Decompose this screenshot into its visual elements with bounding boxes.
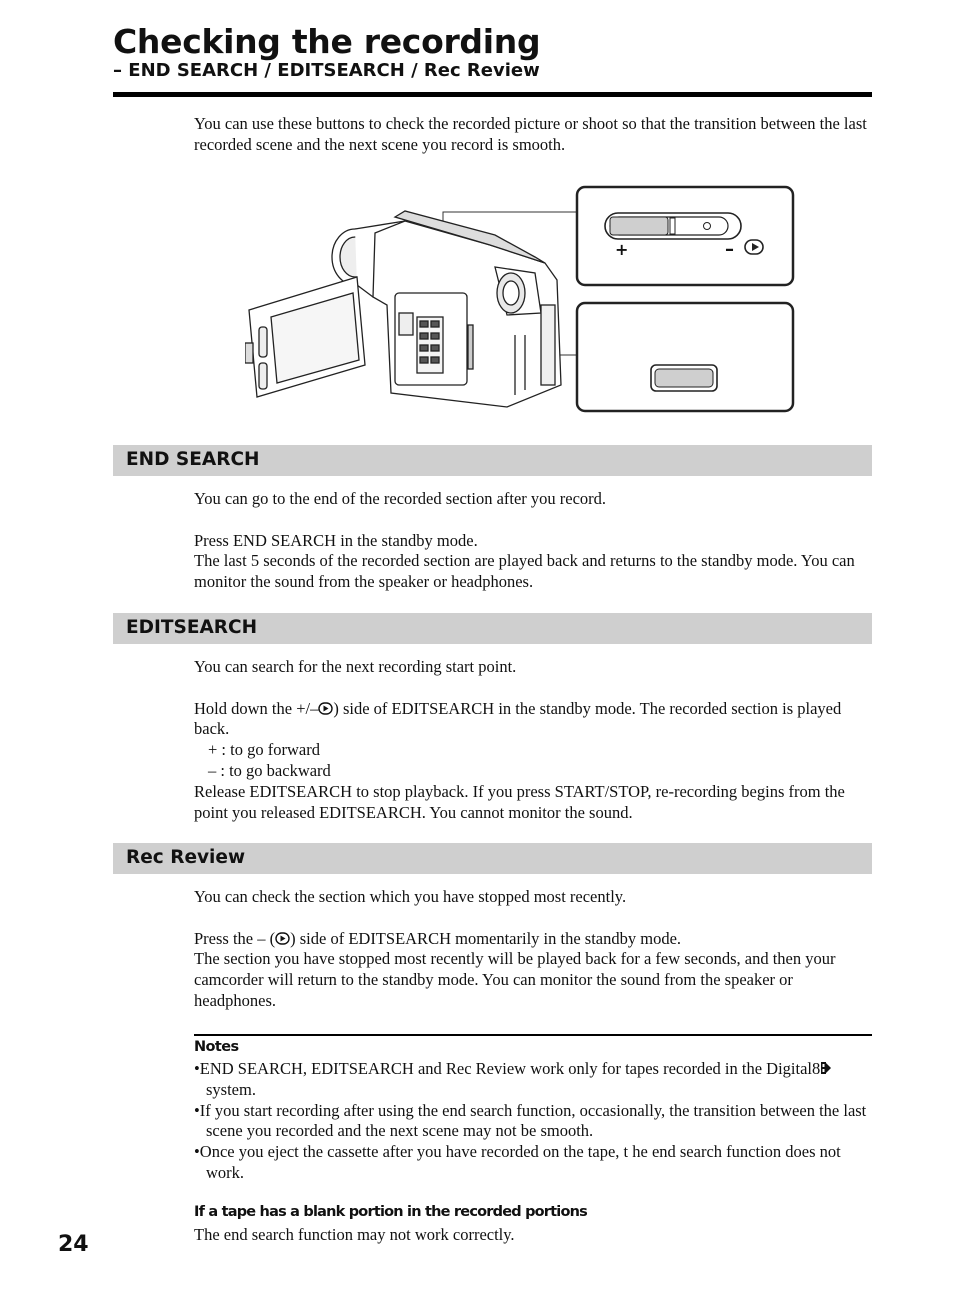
page-subtitle: – END SEARCH / EDITSEARCH / Rec Review: [113, 60, 540, 81]
editsearch-text: You can search for the next recording start point. Hold down the +/– ) side of EDITSEARCH in the standby mode. The recorded section is played back. + : to go forward – : to go backward Release EDITSEARCH to stop playback. If you press START/STOP, re-recording begins from the point you released EDITSEARCH. You cannot monitor the sound.: [194, 657, 845, 822]
section-header-end-search: [113, 445, 872, 476]
intro-paragraph: You can use these buttons to check the recorded picture or shoot so that the transition between the last recorded scene and the next scene you record is smooth.: [194, 114, 867, 154]
rec-review-icon: [275, 932, 290, 945]
editsearch-minus-label: –: [725, 239, 734, 260]
rec-review-icon: [745, 240, 763, 254]
callout-line-top: [443, 212, 577, 227]
note-item: •Once you eject the cassette after you have recorded on the tape, t he end search function does not work.: [194, 1142, 841, 1182]
section-header-editsearch: [113, 613, 872, 644]
editsearch-callout-box: [577, 187, 793, 285]
note-item: •END SEARCH, EDITSEARCH and Rec Review work only for tapes recorded in the Digital8 system.: [194, 1059, 872, 1101]
section-title: EDITSEARCH: [126, 617, 258, 638]
page-number: 24: [58, 1232, 89, 1257]
rec-review-icon: [318, 702, 333, 715]
note-item: •If you start recording after using the end search function, occasionally, the transition between the last scene you recorded and the next scene may not be smooth.: [194, 1100, 867, 1141]
title-rule: [113, 92, 872, 97]
digital8-logo-icon: [820, 1061, 832, 1075]
page-title: Checking the recording: [113, 22, 541, 61]
camcorder-illustration: [245, 185, 797, 415]
notes-rule: [194, 1034, 872, 1036]
section-header-rec-review: [113, 843, 872, 874]
notes-list: [194, 1059, 872, 1184]
camcorder-body: [245, 211, 561, 407]
rec-review-text: You can check the section which you have stopped most recently. Press the – ( ) side of EDITSEARCH momentarily in the standby mode. The section you have stopped most recently will be played back for a few seconds, and then your camcorder will return to the standby mode. You can monitor the sound from the speaker or headphones.: [194, 887, 836, 1010]
end-search-callout-box: [577, 303, 793, 411]
notes-heading: Notes: [194, 1039, 239, 1055]
section-title: Rec Review: [126, 847, 246, 868]
blank-portion-heading: If a tape has a blank portion in the recorded portions: [194, 1204, 587, 1220]
editsearch-plus-label: +: [615, 240, 629, 259]
blank-portion-text: The end search function may not work correctly.: [194, 1225, 515, 1244]
section-title: END SEARCH: [126, 449, 260, 470]
end-search-text: You can go to the end of the recorded section after you record. Press END SEARCH in the standby mode. The last 5 seconds of the recorded section are played back and returns to the standby mode. You can monitor the sound from the speaker or headphones.: [194, 489, 855, 592]
